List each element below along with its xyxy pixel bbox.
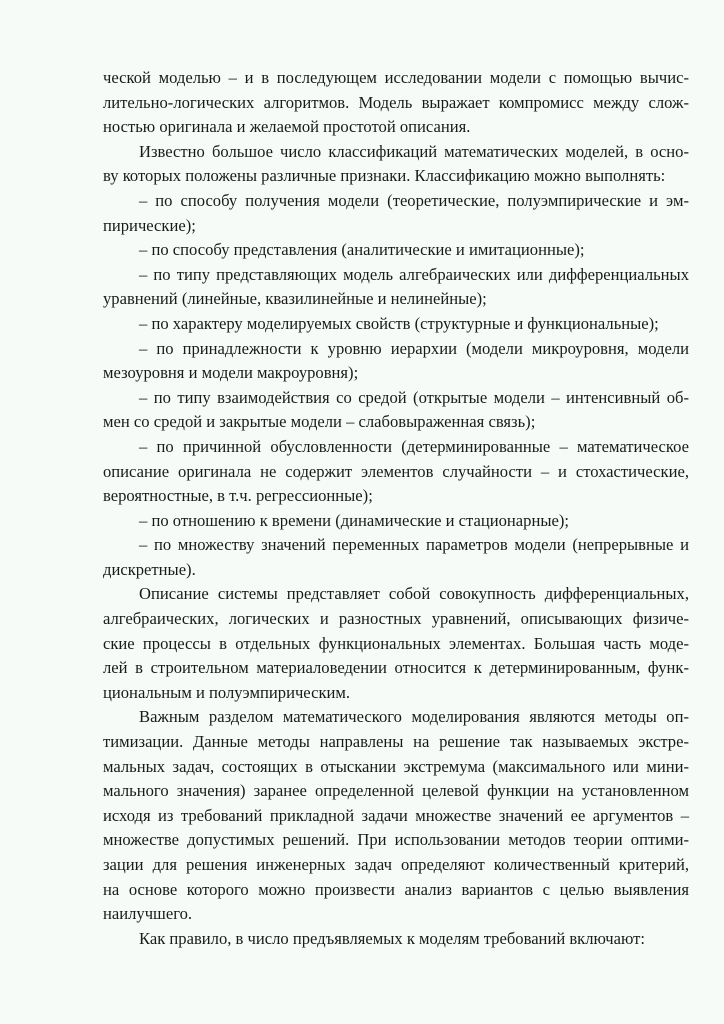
document-page (103, 66, 689, 951)
text-line: – по характеру моделируемых свойств (структурные и функциональные); (139, 313, 659, 333)
text-line: на основе которого можно произвести анализ вариантов с целью выявления (103, 879, 689, 899)
text-line: ческой моделью – и в последующем исследовании модели с помощью вычис- (103, 68, 689, 87)
text-line: ностью оригинала и желаемой простотой описания. (103, 117, 471, 137)
text-line: – по способу получения модели (теоретические, полуэмпирические и эм- (139, 190, 689, 210)
text-line: вероятностные, в т.ч. регрессионные); (103, 486, 373, 506)
text-line: мальных задач, состоящих в отыскании экстремума (максимального или мини- (103, 756, 689, 776)
text-line: – по принадлежности к уровню иерархии (модели микроуровня, модели (139, 338, 689, 358)
text-line: исходя из требований прикладной задачи множестве значений ее аргументов – (103, 805, 689, 825)
text-line: уравнений (линейные, квазилинейные и нелинейные); (103, 289, 487, 309)
text-line: зации для решения инженерных задач определяют количественный критерий, (103, 855, 689, 874)
text-line: – по отношению к времени (динамические и стационарные); (139, 510, 569, 530)
text-line: мен со средой и закрытые модели – слабовыраженная связь); (103, 412, 536, 432)
text-line: мезоуровня и модели макроуровня); (103, 363, 359, 383)
text-line: циональным и полуэмпирическим. (103, 682, 351, 702)
text-line: Известно большое число классификаций математических моделей, в осно- (139, 141, 689, 161)
text-line: Важным разделом математического моделирования являются методы оп- (139, 707, 689, 727)
text-line: – по способу представления (аналитические и имитационные); (139, 240, 585, 260)
text-line: Описание системы представляет собой совокупность дифференциальных, (139, 584, 689, 604)
text-line: ские процессы в отдельных функциональных элементах. Большая часть моде- (103, 633, 689, 653)
text-line: тимизации. Данные методы направлены на решение так называемых экстре- (103, 732, 689, 752)
text-line: – по множеству значений переменных параметров модели (непрерывные и (139, 535, 689, 555)
text-line: мального значения) заранее определенной целевой функции на установленном (103, 781, 689, 801)
text-line: дискретные). (103, 559, 196, 579)
text-line: описание оригинала не содержит элементов случайности – и стохастические, (103, 461, 689, 481)
text-line: – по типу взаимодействия со средой (открытые модели – интенсивный об- (139, 387, 689, 407)
text-line: пирические); (103, 215, 196, 235)
text-line: – по типу представляющих модель алгебраических или дифференциальных (139, 264, 689, 284)
text-line: лительно-логических алгоритмов. Модель выражает компромисс между слож- (103, 92, 689, 112)
text-line: – по причинной обусловленности (детерминированные – математическое (139, 436, 689, 456)
text-line: алгебраических, логических и разностных уравнений, описывающих физиче- (103, 609, 689, 629)
text-line: множестве допустимых решений. При использовании методов теории оптими- (103, 830, 689, 850)
text-line: лей в строительном материаловедении относится к детерминированным, функ- (103, 658, 689, 678)
text-line: ву которых положены различные признаки. Классификацию можно выполнять: (103, 166, 666, 186)
text-line: Как правило, в число предъявляемых к моделям требований включают: (139, 928, 646, 948)
text-line: наилучшего. (103, 904, 193, 924)
